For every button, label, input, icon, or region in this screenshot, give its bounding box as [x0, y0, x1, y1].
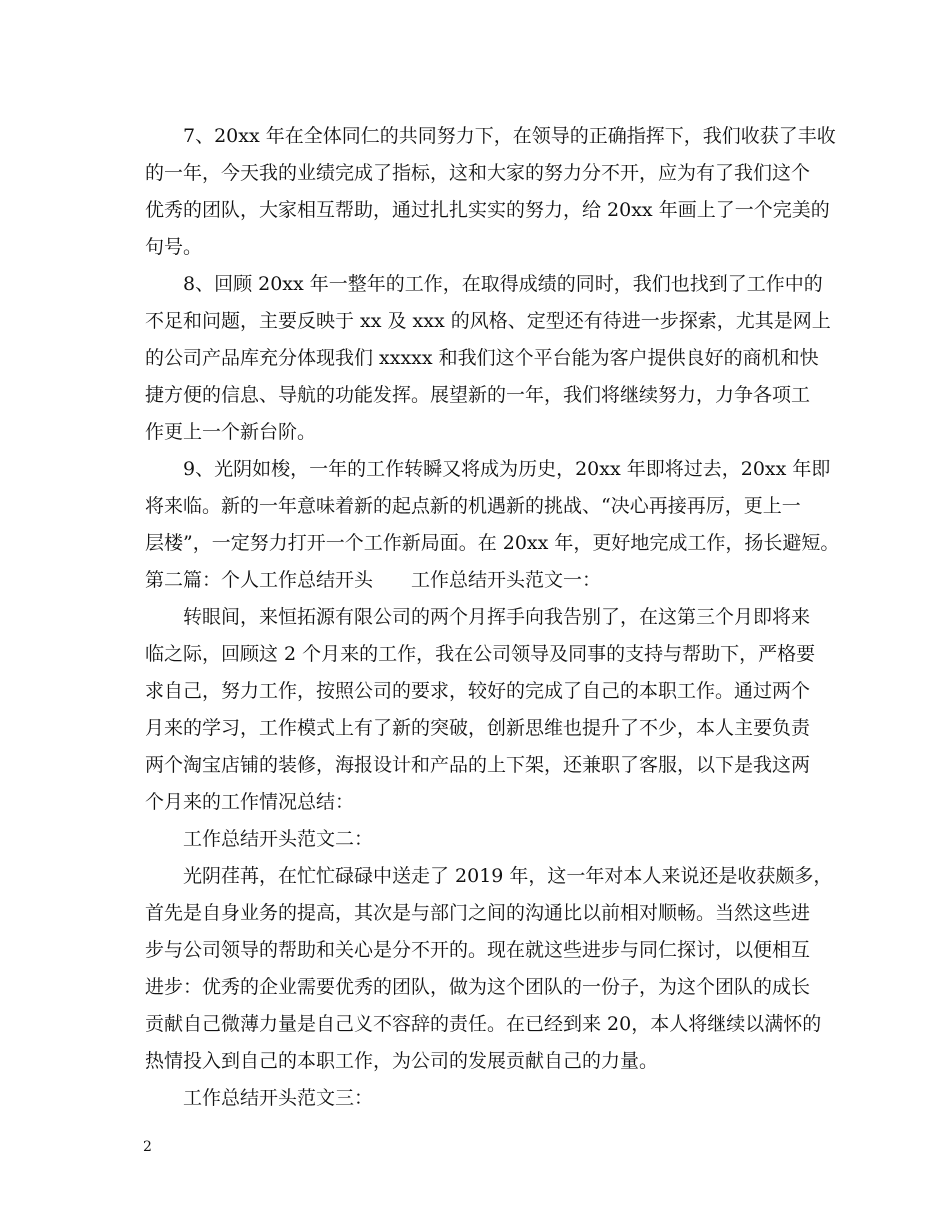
paragraph-line: 不足和问题，主要反映于 xx 及 xxx 的风格、定型还有待进一步探索，尤其是网上: [145, 310, 831, 332]
paragraph-line: 临之际，回顾这 2 个月来的工作，我在公司领导及同事的支持与帮助下，严格要: [145, 643, 816, 665]
paragraph-line: 的一年，今天我的业绩完成了指标，这和大家的努力分不开，应为有了我们这个: [145, 162, 811, 184]
paragraph-line: 7、20xx 年在全体同仁的共同努力下，在领导的正确指挥下，我们收获了丰收: [183, 125, 836, 147]
section-heading: 第二篇：个人工作总结开头: [145, 569, 374, 591]
paragraph-line: 步与公司领导的帮助和关心是分不开的。现在就这些进步与同仁探讨，以便相互: [145, 939, 811, 961]
paragraph-line: 优秀的团队，大家相互帮助，通过扎扎实实的努力，给 20xx 年画上了一个完美的: [145, 199, 830, 221]
paragraph-line: 转眼间，来恒拓源有限公司的两个月挥手向我告别了，在这第三个月即将来: [183, 606, 811, 628]
section-subheading-line: 工作总结开头范文二：: [183, 828, 374, 850]
paragraph-line: 进步：优秀的企业需要优秀的团队，做为这个团队的一份子，为这个团队的成长: [145, 976, 811, 998]
document-body: [145, 118, 840, 1117]
paragraph-line: 首先是自身业务的提高，其次是与部门之间的沟通比以前相对顺畅。当然这些进: [145, 902, 811, 924]
paragraph-line: 捷方便的信息、导航的功能发挥。展望新的一年，我们将继续努力，力争各项工: [145, 384, 811, 406]
paragraph-line: 光阴荏苒，在忙忙碌碌中送走了 2019 年，这一年对本人来说还是收获颇多，: [183, 865, 833, 887]
page-number: 2: [143, 1139, 152, 1155]
paragraph-line: 将来临。新的一年意味着新的起点新的机遇新的挑战、“决心再接再厉，更上一: [145, 495, 801, 517]
section-subheading-line: 工作总结开头范文三：: [183, 1087, 374, 1109]
paragraph-line: 8、回顾 20xx 年一整年的工作，在取得成绩的同时，我们也找到了工作中的: [183, 273, 823, 295]
paragraph-line: 的公司产品库充分体现我们 xxxxx 和我们这个平台能为客户提供良好的商机和快: [145, 347, 819, 369]
paragraph-line: 月来的学习，工作模式上有了新的突破，创新思维也提升了不少，本人主要负责: [145, 717, 811, 739]
paragraph-line: 层楼”，一定努力打开一个工作新局面。在 20xx 年，更好地完成工作，扬长避短。: [145, 532, 840, 554]
paragraph-line: 作更上一个新台阶。: [145, 421, 317, 443]
section-subheading: 工作总结开头范文一：: [411, 569, 602, 591]
section-heading-line: [145, 562, 810, 599]
paragraph-line: 求自己，努力工作，按照公司的要求，较好的完成了自己的本职工作。通过两个: [145, 680, 811, 702]
paragraph-line: 两个淘宝店铺的装修，海报设计和产品的上下架，还兼职了客服，以下是我这两: [145, 754, 811, 776]
paragraph-line: 9、光阴如梭，一年的工作转瞬又将成为历史，20xx 年即将过去，20xx 年即: [183, 458, 831, 480]
paragraph-line: 贡献自己微薄力量是自己义不容辞的责任。在已经到来 20，本人将继续以满怀的: [145, 1013, 822, 1035]
paragraph-line: 热情投入到自己的本职工作，为公司的发展贡献自己的力量。: [145, 1050, 659, 1072]
paragraph-line: 个月来的工作情况总结：: [145, 791, 355, 813]
paragraph-line: 句号。: [145, 236, 203, 258]
